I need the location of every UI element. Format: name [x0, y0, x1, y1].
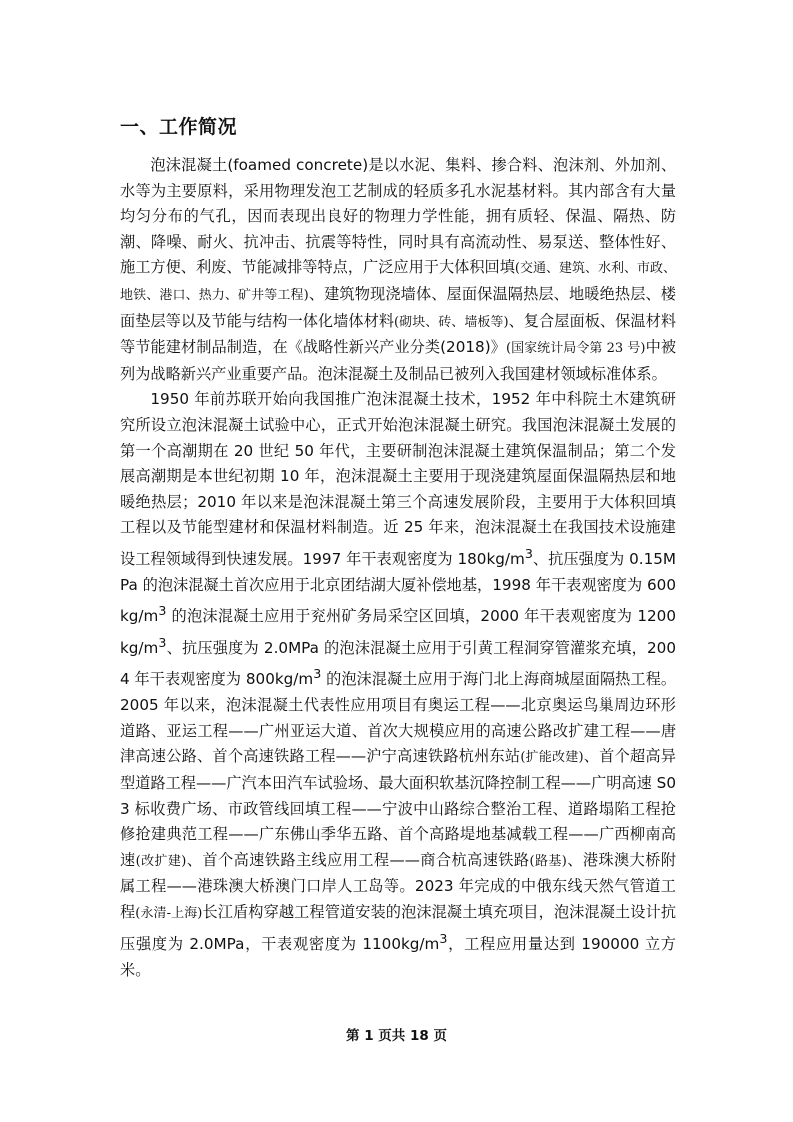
- text-segment: 、抗压强度为 2.0MPa 的泡沫混凝土应用于引黄工程洞穿管灌浆充填，2004 年干表观密度为 800kg/m: [120, 638, 676, 689]
- text-segment: 、建筑物现浇墙体、屋面保温隔热层、地暖绝热层、楼面垫层等以及节能与结构一体化墙体材料: [120, 284, 676, 330]
- section-body: [120, 153, 676, 984]
- text-segment: 、抗压强度为 0.15MPa 的泡沫混凝土首次应用于北京团结湖大厦补偿地基，1998 年干表观密度为 600kg/m: [120, 549, 676, 626]
- parenthetical-note: (永清-上海): [135, 905, 203, 921]
- page-footer: 第 1 页共 18 页: [346, 1028, 447, 1044]
- text-segment: 、港珠澳大桥附属工程——港珠澳大桥澳门口岸人工岛等。2023 年完成的中俄东线天然气管道工程: [120, 850, 677, 921]
- parenthetical-note: (改扩建): [135, 853, 187, 869]
- text-segment: 、复合屋面板、保温材料等节能建材制品制造，在《战略性新兴产业分类(2018)》: [120, 311, 677, 357]
- text-segment: (foamed concrete): [227, 156, 369, 174]
- parenthetical-note: (国家统计局令第 23 号): [505, 341, 646, 357]
- text-segment: 的泡沫混凝土应用于海门北上海商城屋面隔热工程。2005 年以来，泡沫混凝土代表性应用项目有奥运工程——北京奥运鸟巢周边环形道路、亚运工程——广州亚运大道、首次大规模应用的高速公路改扩建工程——唐津高速公路、首个高速铁路工程——沪宁高速铁路杭州东站: [120, 670, 677, 766]
- text-segment: 、首个高速铁路主线应用工程——商合杭高速铁路: [186, 850, 530, 869]
- section-heading: 一、工作简况: [120, 116, 238, 138]
- text-segment: 、首个超高异型道路工程——广汽本田汽车试验场、最大面积软基沉降控制工程——广明高速 S03 标收费广场、市政管线回填工程——宁波中山路综合整治工程、道路塌陷工程抢修抢建典范工程——广东佛山季华五路、首个高路堤地基减载工程——广西柳南高速: [120, 747, 676, 869]
- parenthetical-note: (交通、建筑、水利、市政、地铁、港口、热力、矿井等工程): [120, 261, 677, 303]
- text-segment: 中被列为战略新兴产业重要产品。泡沫混凝土及制品已被列入我国建材领域标准体系。: [120, 338, 677, 383]
- superscript: 3: [439, 931, 448, 947]
- text-segment: 长江盾构穿越工程管道安装的泡沫混凝土填充项目，泡沫混凝土设计抗压强度为 2.0MPa，干表观密度为 1100kg/m: [120, 902, 677, 954]
- superscript: 3: [524, 545, 533, 561]
- superscript: 3: [158, 603, 167, 619]
- parenthetical-note: (砌块、砖、墙板等): [394, 314, 509, 330]
- body-paragraph: [120, 387, 676, 983]
- text-segment: ，工程应用量达到 190000 立方米。: [120, 935, 676, 980]
- superscript: 3: [313, 666, 322, 682]
- text-segment: 是以水泥、集料、掺合料、泡沫剂、外加剂、水等为主要原料，采用物理发泡工艺制成的轻质多孔水泥基材料。其内部含有大量均匀分布的气孔，因而表现出良好的物理力学性能，拥有质轻、保温、隔热、防潮、降噪、耐火、抗冲击、抗震等特性，同时具有高流动性、易泵送、整体性好、施工方便、利废、节能减排等特点，广泛应用于大体积回填: [120, 156, 677, 277]
- body-paragraph: [120, 153, 676, 387]
- text-segment: 泡沫混凝土: [150, 156, 228, 174]
- text-segment: 1950 年前苏联开始向我国推广泡沫混凝土技术，1952 年中科院土木建筑研究所设立泡沫混凝土试验中心，正式开始泡沫混凝土研究。我国泡沫混凝土发展的第一个高潮期在 20 世纪 50 年代，主要研制泡沫混凝土建筑保温制品；第二个发展高潮期是本世纪初期 10 年，泡沫混凝土主要用于现浇建筑屋面保温隔热层和地暖绝热层；2010 年以来是泡沫混凝土第三个高速发展阶段，主要用于大体积回填工程以及节能型建材和保温材料制造。近 25 年来，泡沫混凝土在我国技术设施建设工程领域得到快速发展。1997 年干表观密度为 180kg/m: [120, 390, 676, 568]
- parenthetical-note: (扩能改建): [520, 750, 584, 766]
- superscript: 3: [158, 634, 167, 650]
- parenthetical-note: (路基): [529, 853, 567, 869]
- text-segment: 的泡沫混凝土应用于兖州矿务局采空区回填，2000 年干表观密度为 1200kg/m: [120, 607, 676, 657]
